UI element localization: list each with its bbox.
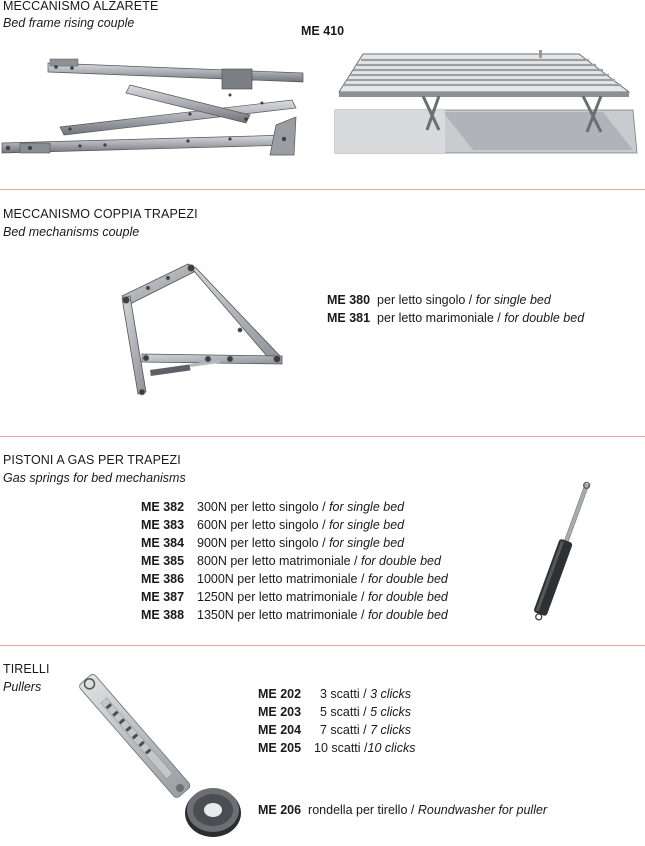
product-code: ME 382 xyxy=(141,500,185,514)
separator: / xyxy=(360,572,365,586)
separator: / xyxy=(360,590,365,604)
bed-frame-rising-mechanism-image xyxy=(0,55,310,165)
item-description-it: rondella per tirello xyxy=(308,803,408,817)
item-description-it: 300N per letto singolo xyxy=(197,500,319,514)
item-description-it: per letto singolo xyxy=(377,293,466,307)
item-description-en: 5 clicks xyxy=(370,705,412,719)
section-divider xyxy=(0,436,645,437)
item-description-it: 1350N per letto matrimoniale xyxy=(197,608,358,622)
item-description-en: for single bed xyxy=(329,518,405,532)
separator: / xyxy=(363,687,367,701)
product-code: ME 385 xyxy=(141,554,185,568)
item-description-en: for single bed xyxy=(329,500,405,514)
product-code: ME 387 xyxy=(141,590,185,604)
item-description-en: 10 clicks xyxy=(367,741,416,755)
section-title-tirelli: TIRELLI xyxy=(3,662,50,676)
item-description-en: for double bed xyxy=(367,608,448,622)
list-item xyxy=(258,687,411,701)
section-subtitle-coppia-trapezi: Bed mechanisms couple xyxy=(3,225,140,239)
separator: / xyxy=(322,518,326,532)
product-code: ME 384 xyxy=(141,536,185,550)
item-description-it: 5 scatti xyxy=(320,705,360,719)
item-description-en: for single bed xyxy=(475,293,551,307)
product-code: ME 386 xyxy=(141,572,185,586)
item-description-en: Roundwasher for puller xyxy=(417,803,548,817)
separator: / xyxy=(364,741,368,755)
separator: / xyxy=(363,723,367,737)
item-description-en: for double bed xyxy=(367,572,448,586)
item-description-en: for single bed xyxy=(329,536,405,550)
item-description-it: 3 scatti xyxy=(320,687,360,701)
product-code-me410: ME 410 xyxy=(301,24,345,38)
list-item xyxy=(141,608,448,622)
list-item xyxy=(327,293,551,307)
section-subtitle-tirelli: Pullers xyxy=(3,680,42,694)
item-description-en: for double bed xyxy=(361,554,441,568)
list-item xyxy=(141,500,404,514)
product-code: ME 380 xyxy=(327,293,371,307)
item-description-it: per letto marimoniale xyxy=(377,311,494,325)
separator: / xyxy=(354,554,358,568)
item-description-it: 600N per letto singolo xyxy=(197,518,319,532)
section-title-alzarete: MECCANISMO ALZARETE xyxy=(3,0,159,13)
bed-lifted-frame-photo xyxy=(333,50,645,155)
section-divider xyxy=(0,645,645,646)
list-item xyxy=(327,311,584,325)
product-code: ME 204 xyxy=(258,723,302,737)
separator: / xyxy=(468,293,473,307)
product-code: ME 202 xyxy=(258,687,302,701)
gas-spring-image xyxy=(522,478,602,628)
roundwasher-image xyxy=(183,783,243,838)
list-item xyxy=(141,572,448,586)
separator: / xyxy=(360,608,365,622)
list-item xyxy=(258,705,411,719)
section-title-pistoni: PISTONI A GAS PER TRAPEZI xyxy=(3,453,181,467)
item-description-en: 7 clicks xyxy=(370,723,412,737)
section-title-coppia-trapezi: MECCANISMO COPPIA TRAPEZI xyxy=(3,207,198,221)
list-item xyxy=(141,590,448,604)
product-code: ME 388 xyxy=(141,608,185,622)
separator: / xyxy=(322,536,326,550)
item-description-it: 10 scatti xyxy=(314,741,361,755)
item-description-en: for double bed xyxy=(504,311,585,325)
list-item xyxy=(141,554,441,568)
list-item xyxy=(141,518,404,532)
item-description-it: 1250N per letto matrimoniale xyxy=(197,590,358,604)
list-item xyxy=(258,723,411,737)
item-description-en: 3 clicks xyxy=(370,687,412,701)
separator: / xyxy=(410,803,415,817)
list-item xyxy=(258,741,415,755)
bed-mechanism-couple-image xyxy=(112,258,297,398)
separator: / xyxy=(497,311,501,325)
section-divider xyxy=(0,189,645,190)
item-description-it: 900N per letto singolo xyxy=(197,536,319,550)
product-code: ME 205 xyxy=(258,741,302,755)
item-description-it: 7 scatti xyxy=(320,723,360,737)
list-item xyxy=(141,536,404,550)
product-code: ME 383 xyxy=(141,518,185,532)
product-code: ME 381 xyxy=(327,311,371,325)
section-subtitle-pistoni: Gas springs for bed mechanisms xyxy=(3,471,186,485)
separator: / xyxy=(363,705,367,719)
item-description-it: 800N per letto matrimoniale xyxy=(197,554,351,568)
product-code: ME 206 xyxy=(258,803,302,817)
section-subtitle-alzarete: Bed frame rising couple xyxy=(3,16,135,30)
product-code: ME 203 xyxy=(258,705,302,719)
item-description-en: for double bed xyxy=(367,590,448,604)
list-item xyxy=(258,803,547,817)
item-description-it: 1000N per letto matrimoniale xyxy=(197,572,358,586)
separator: / xyxy=(322,500,326,514)
